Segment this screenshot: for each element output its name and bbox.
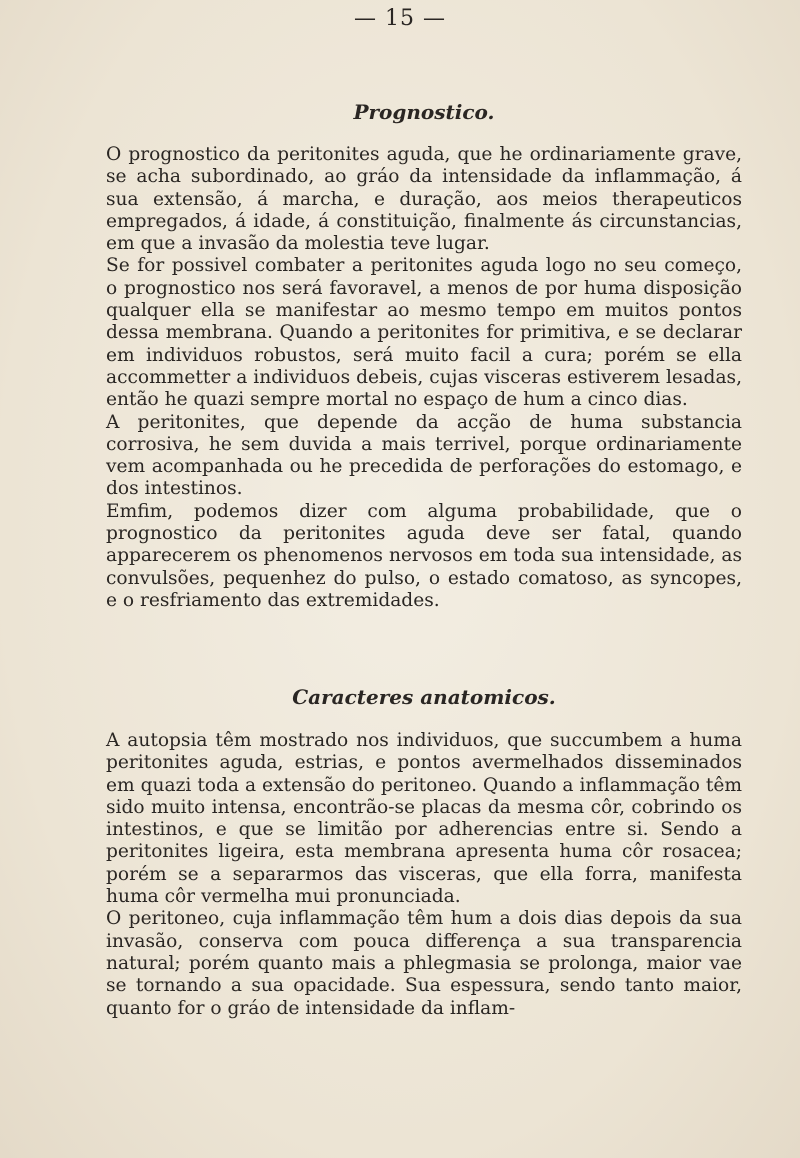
paragraph: O peritoneo, cuja inflammação têm hum a dois dias depois da sua invasão, conserva com pouca differença a sua transparencia natural; porém quanto mais a phlegmasia se prolonga, maior vae se tornando a sua opacidade. Sua espessura, sendo tanto maior, quanto for o gráo de intensidade da inflam- [106, 908, 742, 1019]
page-number: — 15 — [354, 6, 446, 31]
section-body-caracteres [106, 730, 742, 1020]
paragraph: A peritonites, que depende da acção de huma substancia corrosiva, he sem duvida a mais terrivel, porque ordinariamente vem acompanhada ou he precedida de perforações do estomago, e dos intestinos. [106, 411, 742, 500]
paragraph: O prognostico da peritonites aguda, que he ordinariamente grave, se acha subordinado, ao gráo da intensidade da inflammação, á sua extensão, á marcha, e duração, aos meios therapeuticos empregados, á idade, á constituição, finalmente ás circunstancias, em que a invasão da molestia teve lugar. [106, 144, 742, 255]
paragraph: Se for possivel combater a peritonites aguda logo no seu começo, o prognostico nos será favoravel, a menos de por huma disposição qualquer ella se manifestar ao mesmo tempo em muitos pontos dessa membrana. Quando a peritonites for primitiva, e se declarar em individuos robustos, será muito facil a cura; porém se ella accommetter a individuos debeis, cujas visceras estiverem lesadas, então he quazi sempre mortal no espaço de hum a cinco dias. [106, 255, 742, 411]
section-heading-caracteres: Caracteres anatomicos. [292, 685, 556, 709]
paragraph: A autopsia têm mostrado nos individuos, que succumbem a huma peritonites aguda, estrias, e pontos avermelhados disseminados em quazi toda a extensão do peritoneo. Quando a inflammação têm sido muito intensa, encontrão-se placas da mesma côr, cobrindo os intestinos, e que se limitão por adherencias entre si. Sendo a peritonites ligeira, esta membrana apresenta huma côr rosacea; porém se a separarmos das visceras, que ella forra, manifesta huma côr vermelha mui pronunciada. [106, 730, 742, 908]
paragraph: Emfim, podemos dizer com alguma probabilidade, que o prognostico da peritonites aguda deve ser fatal, quando apparecerem os phenomenos nervosos em toda sua intensidade, as convulsões, pequenhez do pulso, o estado comatoso, as syncopes, e o resfriamento das extremidades. [106, 500, 742, 611]
section-heading-prognostico: Prognostico. [353, 100, 495, 124]
section-body-prognostico [106, 144, 742, 612]
